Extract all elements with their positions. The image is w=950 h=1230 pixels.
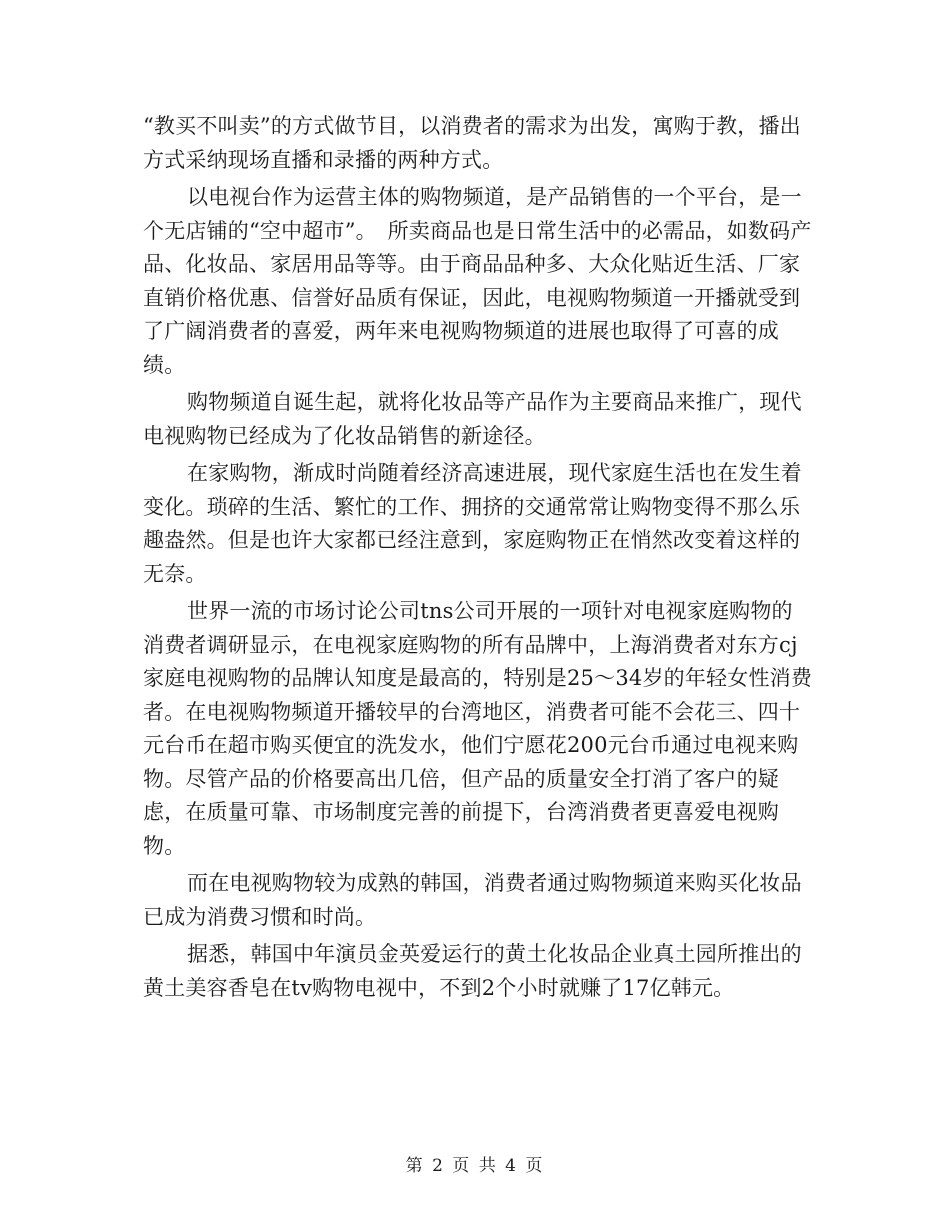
paragraph-7: 据悉，韩国中年演员金英爱运行的黄土化妆品企业真土园所推出的黄土美容香皂在tv购物电视中，不到2个小时就赚了17亿韩元。 <box>143 942 802 1000</box>
paragraph-5: 世界一流的市场讨论公司tns公司开展的一项针对电视家庭购物的消费者调研显示，在电视家庭购物的所有品牌中，上海消费者对东方cj家庭电视购物的品牌认知度是最高的，特别是25～34岁的年轻女性消费者。在电视购物频道开播较早的台湾地区，消费者可能不会花三、四十元台币在超市购买便宜的洗发水，他们宁愿花200元台币通过电视来购物。尽管产品的价格要高出几倍，但产品的质量安全打消了客户的疑虑，在质量可靠、市场制度完善的前提下，台湾消费者更喜爱电视购物。 <box>143 599 813 858</box>
paragraph-3: 购物频道自诞生起，就将化妆品等产品作为主要商品来推广，现代电视购物已经成为了化妆品销售的新途径。 <box>143 390 802 448</box>
paragraph-2: 以电视台作为运营主体的购物频道，是产品销售的一个平台，是一个无店铺的“空中超市”。 所卖商品也是日常生活中的必需品，如数码产品、化妆品、家居用品等等。由于商品品种多、大众化贴近生活、厂家直销价格优惠、信誉好品质有保证，因此，电视购物频道一开播就受到了广阔消费者的喜爱，两年来电视购物频道的进展也取得了可喜的成绩。 <box>143 185 812 377</box>
paragraph-4: 在家购物，渐成时尚随着经济高速进展，现代家庭生活也在发生着变化。琐碎的生活、繁忙的工作、拥挤的交通常常让购物变得不那么乐趣盎然。但是也许大家都已经注意到，家庭购物正在悄然改变着这样的无奈。 <box>143 461 802 586</box>
paragraph-1: “教买不叫卖”的方式做节目，以消费者的需求为出发，寓购于教，播出方式采纳现场直播和录播的两种方式。 <box>143 114 801 172</box>
paragraph-6: 而在电视购物较为成熟的韩国，消费者通过购物频道来购买化妆品已成为消费习惯和时尚。 <box>143 871 802 929</box>
page-footer: 第 2 页 共 4 页 <box>405 1156 545 1176</box>
document-body <box>143 110 813 1009</box>
